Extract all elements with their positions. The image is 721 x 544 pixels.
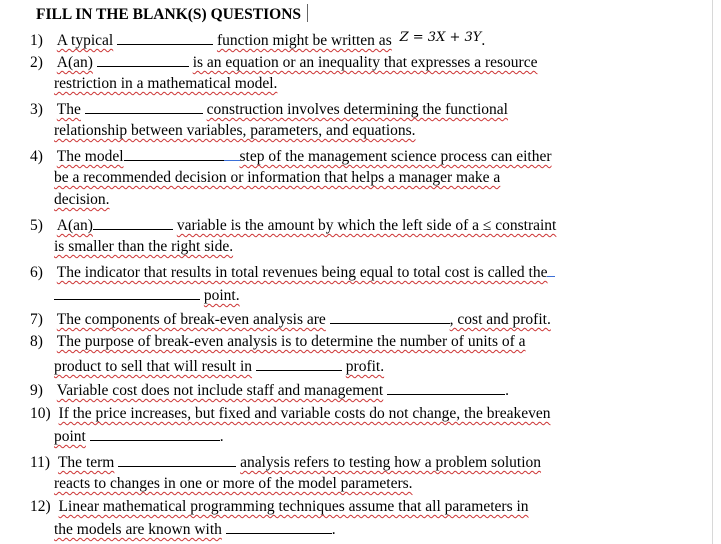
answer-blank[interactable] [118,453,236,467]
question-6: 6) The indicator that results in total revenues being equal to total cost is called the [30,263,555,282]
document-page: FILL IN THE BLANK(S) QUESTIONS 1) A typical function might be written as $^{Z = 3X + 3Y}$. 2) A(an) is an equation or an inequality that expresses a resource restriction in a mathematical model. 3) The construction involves determining the functional relationship between variables, parameters, and equations. 4) The model step of the management science process can either be a recommended decision or information that helps a manager make a decision. 5) A(an) variable is the amount by which the left side of a ≤ constraint is smaller than the right side. 6) The indicator that results in total revenues being equal to total cost is called the point. 7) The components of break-even analysis are , cost and profit. 8) The purpose of break-even analysis is to determine the number of units of a product to sell that will result in profit. 9) Variable cost does not include staff and management . 10) If the price increases, but fixed and variable costs do not change, the breakeven point . 11) The term analysis refers to testing how a problem solution reacts to changes in one or more of the model parameters. 12) Linear mathematical programming techniques assume that all parameters in the models are known with . [0,0,721,544]
answer-blank[interactable] [224,147,240,161]
answer-blank[interactable] [90,427,220,441]
answer-blank[interactable] [256,357,342,371]
page-title: FILL IN THE BLANK(S) QUESTIONS [36,4,308,24]
question-8: 8) The purpose of break-even analysis is to determine the number of units of a [30,333,526,350]
answer-blank[interactable] [226,520,332,534]
question-9: 9) Variable cost does not include staff and management . [30,382,509,399]
answer-blank[interactable] [97,53,189,67]
question-10: 10) If the price increases, but fixed and variable costs do not change, the breakeven [30,405,551,422]
question-7: 7) The components of break-even analysis are , cost and profit. [30,311,551,328]
question-1: 1) A typical function might be written as $^{Z = 3X + 3Y}$. [30,30,486,49]
answer-blank[interactable] [93,216,173,230]
question-3: 3) The construction involves determining the functional [30,101,508,118]
question-2: 2) A(an) is an equation or an inequality that expresses a resource [30,54,538,71]
question-4: 4) The model step of the management science process can either [30,148,552,165]
question-5: 5) A(an) variable is the amount by which the left side of a ≤ constraint [30,217,557,234]
answer-blank[interactable] [330,310,450,324]
answer-blank[interactable] [547,263,555,277]
page-edge [712,0,713,544]
answer-blank[interactable] [85,100,203,114]
answer-blank[interactable] [54,286,200,300]
answer-blank[interactable] [387,381,505,395]
text-cursor [307,4,308,22]
objective-equation: Z = 3X + 3Y [399,30,482,45]
question-11: 11) The term analysis refers to testing how a problem solution [30,454,542,471]
question-12: 12) Linear mathematical programming techniques assume that all parameters in [30,498,529,515]
answer-blank[interactable] [124,147,224,161]
answer-blank[interactable] [117,31,213,45]
